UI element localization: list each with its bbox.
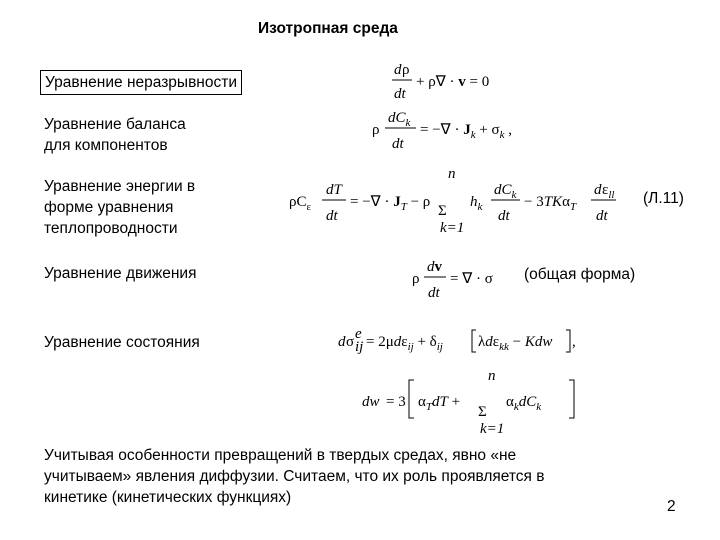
label-balance-line-2: для компонентов <box>44 137 168 154</box>
svg-text:εll: $\varepsilon_{ll}$ <box>602 182 615 201</box>
equation-balance <box>372 110 512 152</box>
equation-state <box>338 326 576 355</box>
svg-text:= 2μdεij + δij: = $2\mu d\varepsilon_{ij} + \delta_{ij}$ <box>366 334 443 353</box>
svg-text:,: , <box>572 334 576 350</box>
svg-text:dv: dv <box>427 259 442 275</box>
reference-note: (Л.11) <box>643 190 684 207</box>
svg-text:ρ: ρ <box>402 62 410 78</box>
label-motion: Уравнение движения <box>44 265 197 282</box>
svg-text:ρ: ρ <box>412 271 420 287</box>
svg-text:= ∇ · σ: = ∇ · σ <box>450 271 493 287</box>
svg-text:hk: $h_k$ <box>470 194 483 213</box>
svg-text:dt: dt <box>392 136 404 152</box>
svg-text:Σ: Σ <box>478 404 487 420</box>
svg-text:d: d <box>394 62 402 78</box>
equation-motion <box>412 259 493 301</box>
svg-text:ρ: ρ <box>372 122 380 138</box>
svg-text:= −∇ · JT − ρ: = −∇ · $J_T - \rho$ <box>350 194 431 213</box>
svg-text:− 3TKαT: − 3TKα$_T$ <box>524 194 577 213</box>
svg-text:dt: dt <box>394 86 406 102</box>
svg-text:dCk: $dC_k$ <box>494 182 517 201</box>
label-energy-line-1: Уравнение энергии в <box>44 178 196 195</box>
footer-line-2: учитываем» явления диффузии. Считаем, что их роль проявляется в <box>44 468 545 485</box>
svg-text:= −∇ · Jk + σk ,: = −∇ · $J_k + \sigma_k$ , <box>420 122 513 141</box>
svg-text:λdεkk − Kdw: λdε$_{kk}$ − Kdw <box>478 334 553 353</box>
label-state: Уравнение состояния <box>44 334 200 351</box>
svg-text:dt: dt <box>498 208 510 224</box>
footer-line-3: кинетике (кинетических функциях) <box>44 489 292 506</box>
svg-text:σ: σ <box>346 334 355 350</box>
svg-text:= 3: = 3 <box>386 394 406 410</box>
label-balance-line-1: Уравнение баланса <box>44 116 186 133</box>
svg-text:dCk: $dC_k$ <box>388 110 411 129</box>
label-continuity: Уравнение неразрывности <box>40 70 242 95</box>
svg-text:dt: dt <box>596 208 608 224</box>
footer-paragraph <box>44 445 664 508</box>
svg-text:αkdCk: $\alpha_kdC_k$ <box>506 394 542 413</box>
svg-text:dt: dt <box>326 208 338 224</box>
equation-energy <box>289 166 616 236</box>
label-energy-line-3: теплопроводности <box>44 220 178 237</box>
svg-text:d: d <box>338 334 346 350</box>
equation-dw <box>362 368 574 437</box>
svg-text:n: n <box>488 368 496 384</box>
label-energy-line-2: форме уравнения <box>44 199 174 216</box>
svg-text:αTdT +: $\alpha_TdT$ + <box>418 394 461 413</box>
svg-text:Σ: Σ <box>438 203 447 219</box>
svg-text:d: d <box>594 182 602 198</box>
svg-text:k=1: k=1 <box>480 421 505 437</box>
svg-text:dw: dw <box>362 394 380 410</box>
svg-text:dT: dT <box>326 182 342 198</box>
svg-text:ρCε: $\rho C_\varepsilon$ <box>289 194 312 213</box>
svg-text:n: n <box>448 166 456 182</box>
general-form-note: (общая форма) <box>524 266 636 283</box>
svg-text:k=1: k=1 <box>440 220 465 236</box>
footer-line-1: Учитывая особенности превращений в твердых средах, явно «не <box>44 447 517 464</box>
svg-text:e: e <box>355 326 362 342</box>
svg-text:+ ρ∇ · v = 0: + ρ∇ · v = 0 <box>416 74 490 90</box>
svg-text:ij: ij <box>355 339 364 355</box>
slide-title: Изотропная среда <box>258 20 398 37</box>
svg-text:dt: dt <box>428 285 440 301</box>
equation-continuity <box>392 62 489 102</box>
page-number: 2 <box>667 498 676 515</box>
